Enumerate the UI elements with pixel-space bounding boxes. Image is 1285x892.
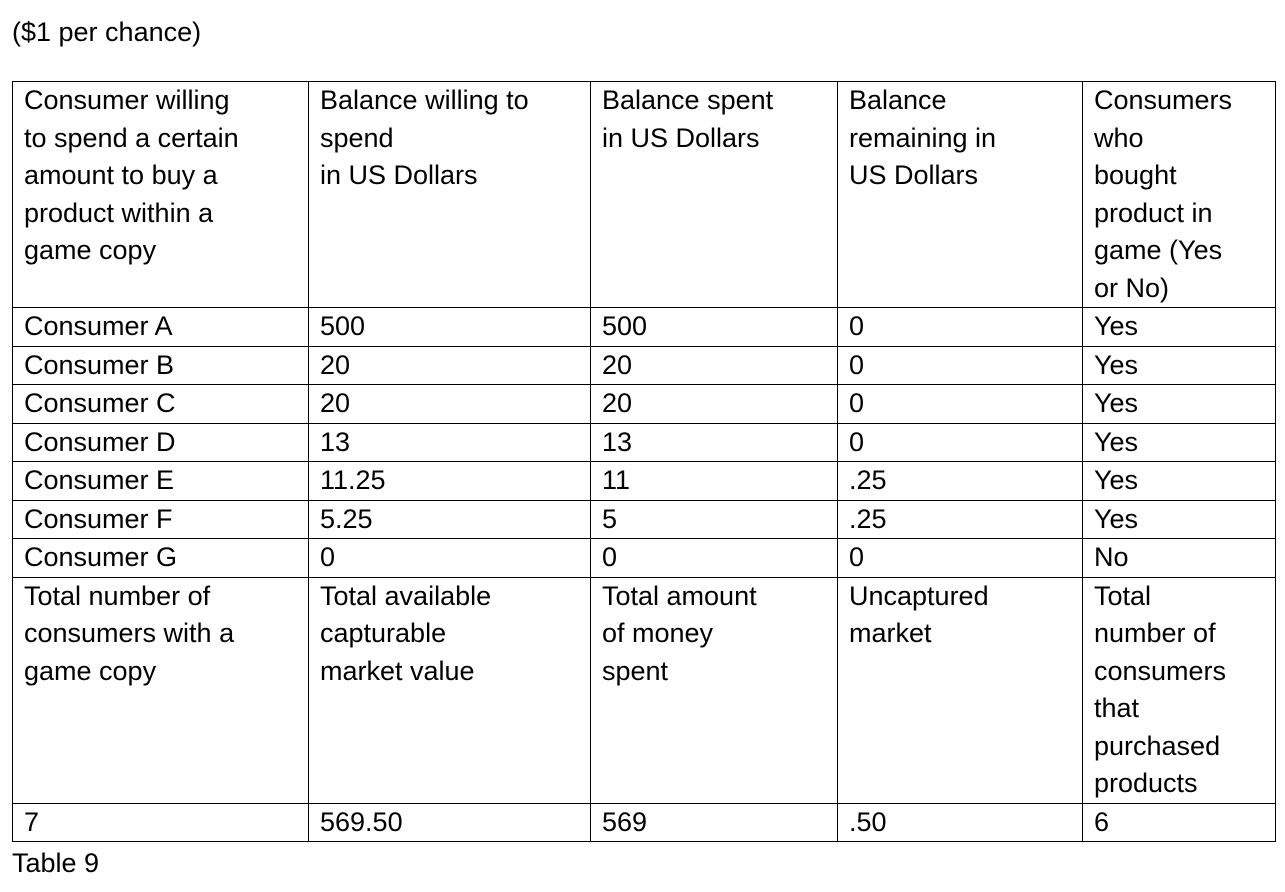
- cell-line: bought: [1094, 160, 1177, 190]
- cell-line: Balance spent: [602, 85, 774, 115]
- cell-line: spend: [320, 122, 394, 153]
- table-cell: 0: [838, 385, 1083, 424]
- table-note: ($1 per chance): [12, 17, 202, 47]
- table-cell: Consumer G: [13, 539, 309, 578]
- totals-cell: 7: [13, 803, 309, 842]
- cell-line: consumers with a: [24, 618, 235, 648]
- cell-line: Uncaptured: [849, 580, 989, 611]
- cell-line: in US Dollars: [320, 160, 478, 190]
- table-row: [13, 539, 1276, 578]
- totals-header-cell: [591, 577, 838, 803]
- table-cell: 5.25: [309, 500, 591, 539]
- table-cell: Consumer E: [13, 462, 309, 501]
- totals-cell: 569.50: [309, 803, 591, 842]
- table-cell: Consumer F: [13, 500, 309, 539]
- table-row: [13, 500, 1276, 539]
- table-cell: Yes: [1083, 346, 1276, 385]
- table-cell: 11: [591, 462, 838, 501]
- table-cell: 0: [838, 423, 1083, 462]
- cell-line: or No): [1094, 272, 1170, 303]
- table-cell: 20: [309, 385, 591, 424]
- cell-line: game copy: [24, 235, 157, 265]
- cell-line: Consumers: [1094, 85, 1233, 115]
- table-row: [13, 385, 1276, 424]
- table-cell: 5: [591, 500, 838, 539]
- totals-row: [13, 803, 1276, 842]
- table-cell: No: [1083, 539, 1276, 578]
- consumer-spending-table: [12, 81, 1276, 842]
- table-cell: 500: [591, 308, 838, 347]
- table-row: [13, 462, 1276, 501]
- cell-line: Total available: [320, 580, 492, 611]
- table-cell: Yes: [1083, 423, 1276, 462]
- table-cell: .25: [838, 500, 1083, 539]
- header-cell: [13, 82, 309, 308]
- table-cell: 0: [838, 308, 1083, 347]
- cell-line: Total amount: [602, 580, 757, 611]
- totals-header-cell: [838, 577, 1083, 803]
- cell-line: remaining in: [849, 122, 997, 153]
- cell-line: Total: [1094, 580, 1152, 611]
- cell-line: to spend a certain: [24, 122, 239, 153]
- table-cell: 13: [309, 423, 591, 462]
- table-cell: 0: [838, 539, 1083, 578]
- totals-header-cell: [1083, 577, 1276, 803]
- totals-header-cell: [309, 577, 591, 803]
- cell-line: market: [849, 618, 932, 648]
- table-cell: Consumer D: [13, 423, 309, 462]
- table-row: [13, 346, 1276, 385]
- cell-line: who: [1094, 122, 1144, 153]
- header-cell: [309, 82, 591, 308]
- totals-cell: .50: [838, 803, 1083, 842]
- table-cell: 13: [591, 423, 838, 462]
- cell-line: purchased: [1094, 730, 1221, 761]
- table-row: [13, 308, 1276, 347]
- cell-line: Balance: [849, 85, 947, 115]
- cell-line: product in: [1094, 197, 1213, 228]
- table-cell: 0: [309, 539, 591, 578]
- totals-cell: 569: [591, 803, 838, 842]
- cell-line: US Dollars: [849, 160, 979, 190]
- header-cell: [838, 82, 1083, 308]
- table-cell: 500: [309, 308, 591, 347]
- header-cell: [1083, 82, 1276, 308]
- totals-cell: 6: [1083, 803, 1276, 842]
- table-cell: 20: [591, 385, 838, 424]
- table-cell: Consumer A: [13, 308, 309, 347]
- table-cell: 11.25: [309, 462, 591, 501]
- cell-line: Consumer willing: [24, 85, 230, 115]
- cell-line: game copy: [24, 655, 157, 686]
- table-cell: 0: [838, 346, 1083, 385]
- cell-line: number of: [1094, 618, 1216, 648]
- table-cell: .25: [838, 462, 1083, 501]
- cell-line: game (Yes: [1094, 235, 1223, 265]
- cell-line: products: [1094, 768, 1198, 798]
- cell-line: Total number of: [24, 580, 211, 611]
- header-cell: [591, 82, 838, 308]
- table-cell: Yes: [1083, 462, 1276, 501]
- table-cell: Consumer C: [13, 385, 309, 424]
- cell-line: product within a: [24, 197, 214, 228]
- table-caption: Table 9: [12, 848, 100, 878]
- cell-line: that: [1094, 693, 1140, 723]
- table-cell: Consumer B: [13, 346, 309, 385]
- table-cell: Yes: [1083, 500, 1276, 539]
- table-row: [13, 423, 1276, 462]
- totals-header-cell: [13, 577, 309, 803]
- cell-line: spent: [602, 655, 669, 686]
- totals-header-row: [13, 577, 1276, 803]
- table-cell: 20: [309, 346, 591, 385]
- cell-line: consumers: [1094, 655, 1227, 686]
- cell-line: in US Dollars: [602, 122, 760, 153]
- table-cell: 20: [591, 346, 838, 385]
- table-cell: Yes: [1083, 308, 1276, 347]
- header-row: [13, 82, 1276, 308]
- cell-line: Balance willing to: [320, 85, 529, 115]
- table-cell: Yes: [1083, 385, 1276, 424]
- cell-line: market value: [320, 655, 475, 686]
- cell-line: amount to buy a: [24, 160, 218, 190]
- cell-line: capturable: [320, 618, 447, 648]
- cell-line: of money: [602, 618, 714, 648]
- table-cell: 0: [591, 539, 838, 578]
